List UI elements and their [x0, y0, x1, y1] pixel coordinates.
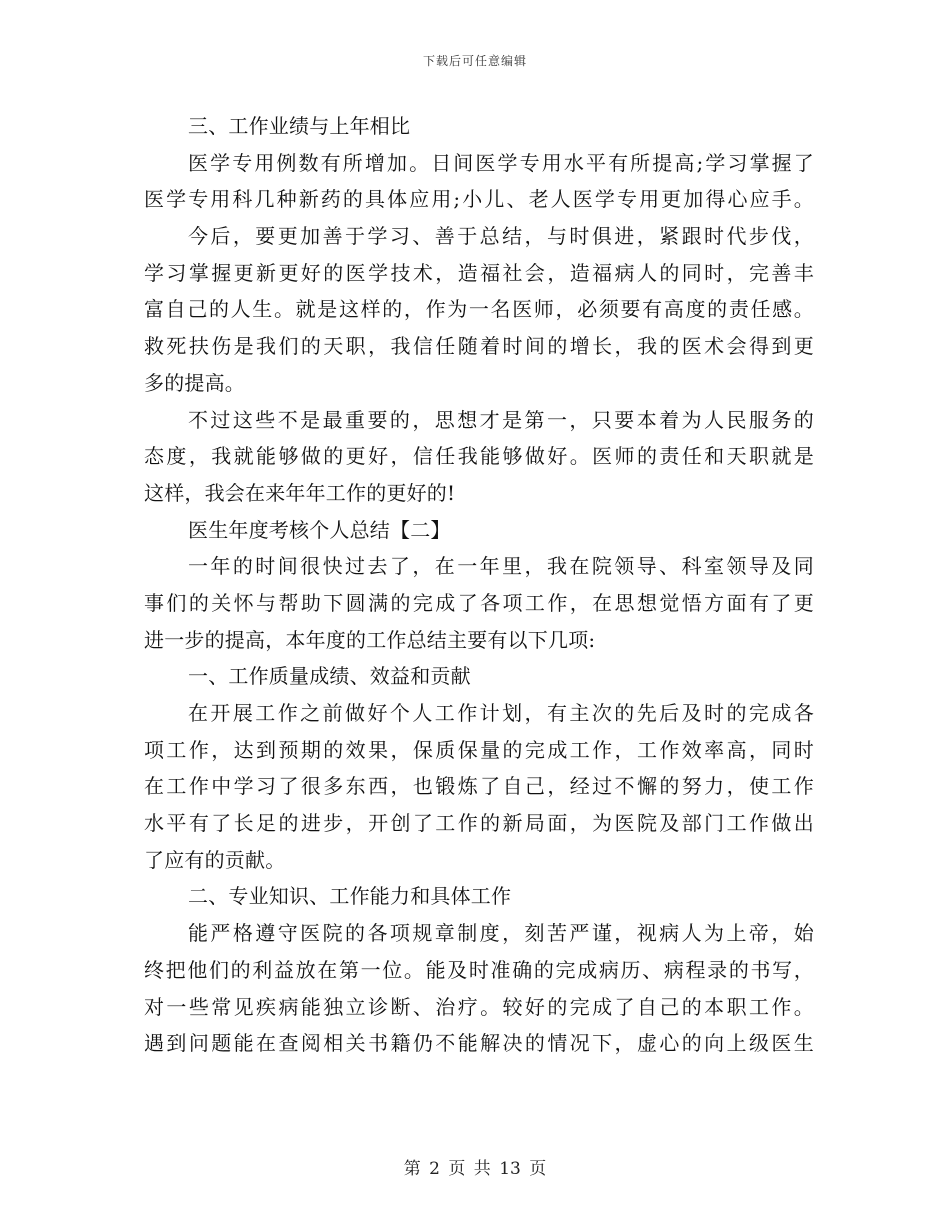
text-line: 医学专用科几种新药的具体应用;小儿、老人医学专用更加得心应手。	[144, 187, 814, 212]
text-line: 水平有了长足的进步，开创了工作的新局面，为医院及部门工作做出	[144, 811, 814, 836]
text-line: 多的提高。	[144, 370, 245, 395]
text-line: 医学专用例数有所增加。日间医学专用水平有所提高;学习掌握了	[188, 150, 814, 175]
text-line: 项工作，达到预期的效果，保质保量的完成工作，工作效率高，同时	[144, 737, 814, 762]
page-header: 下载后可任意编辑	[422, 54, 527, 68]
page-footer-page-number: 第 2 页 共 13 页	[403, 1159, 547, 1179]
text-line: 这样，我会在来年年工作的更好的!	[144, 480, 456, 505]
text-line: 在工作中学习了很多东西，也锻炼了自己，经过不懈的努力，使工作	[144, 774, 814, 799]
text-line: 学习掌握更新更好的医学技术，造福社会，造福病人的同时，完善丰	[144, 260, 814, 285]
text-line: 一年的时间很快过去了，在一年里，我在院领导、科室领导及同	[188, 554, 814, 579]
text-line: 能严格遵守医院的各项规章制度，刻苦严谨，视病人为上帝，始	[188, 921, 814, 946]
document-body	[144, 108, 814, 1062]
text-line: 进一步的提高，本年度的工作总结主要有以下几项:	[144, 627, 596, 652]
text-line: 二、专业知识、工作能力和具体工作	[188, 884, 512, 909]
text-line: 对一些常见疾病能独立诊断、治疗。较好的完成了自己的本职工作。	[144, 994, 814, 1019]
text-line: 在开展工作之前做好个人工作计划，有主次的先后及时的完成各	[188, 701, 814, 725]
text-line: 三、工作业绩与上年相比	[188, 114, 411, 138]
text-line: 终把他们的利益放在第一位。能及时准确的完成病历、病程录的书写，	[144, 957, 814, 982]
text-line: 了应有的贡献。	[144, 847, 286, 872]
text-line: 医生年度考核个人总结【二】	[188, 517, 451, 542]
text-line: 一、工作质量成绩、效益和贡献	[188, 664, 471, 689]
text-line: 今后，要更加善于学习、善于总结，与时俱进，紧跟时代步伐，	[188, 224, 814, 249]
text-line: 富自己的人生。就是这样的，作为一名医师，必须要有高度的责任感。	[144, 297, 814, 322]
text-line: 事们的关怀与帮助下圆满的完成了各项工作，在思想觉悟方面有了更	[144, 590, 814, 615]
text-line: 救死扶伤是我们的天职，我信任随着时间的增长，我的医术会得到更	[144, 334, 814, 359]
text-line: 遇到问题能在查阅相关书籍仍不能解决的情况下，虚心的向上级医生	[144, 1031, 814, 1056]
text-line: 态度，我就能够做的更好，信任我能够做好。医师的责任和天职就是	[144, 444, 814, 469]
text-line: 不过这些不是最重要的，思想才是第一，只要本着为人民服务的	[188, 407, 814, 432]
